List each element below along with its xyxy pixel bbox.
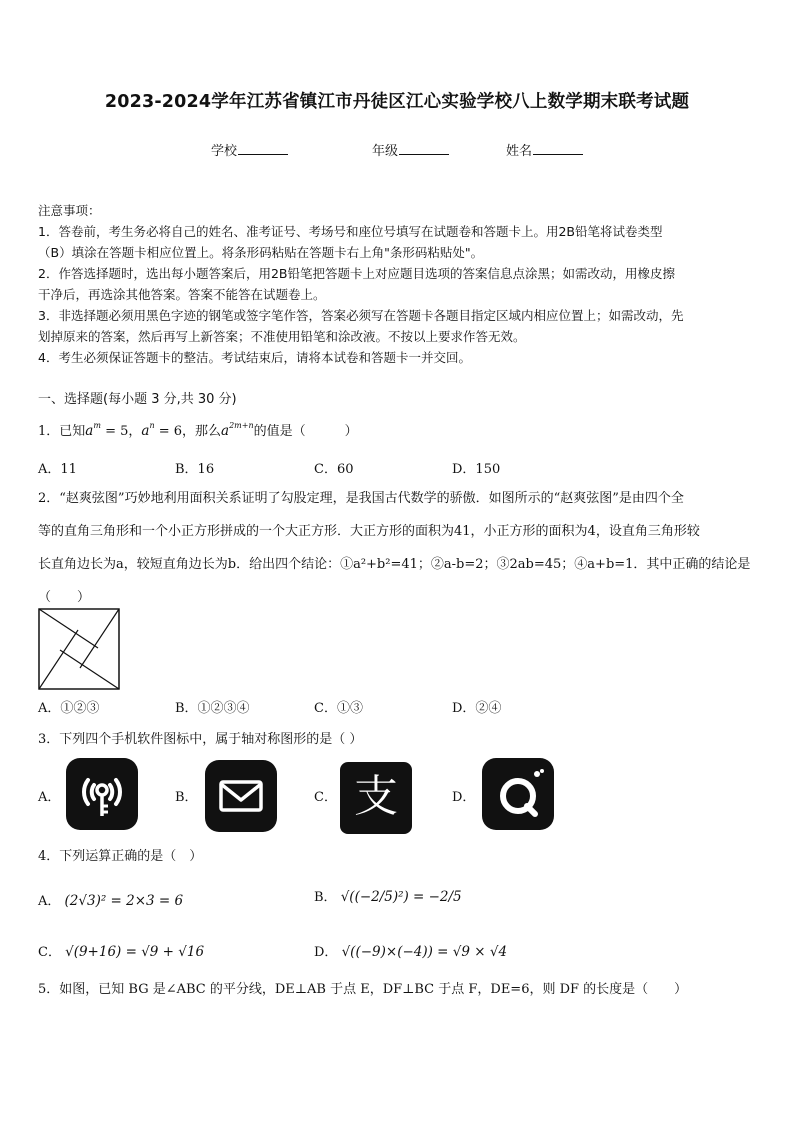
notice-line: 2．作答选择题时，选出每小题答案后，用2B铅笔把答题卡上对应题目选项的答案信息点涂黑；如需改动，用橡皮擦: [38, 266, 675, 281]
q4-option-b[interactable]: [314, 886, 462, 905]
grade-blank[interactable]: [399, 143, 449, 155]
question-2: [38, 482, 760, 614]
alipay-char: 支: [354, 771, 398, 822]
q1-option-a[interactable]: A．11: [38, 462, 77, 477]
section-heading: 一、选择题(每小题 3 分,共 30 分): [38, 392, 237, 407]
name-blank[interactable]: [533, 143, 583, 155]
q2-option-c[interactable]: C．①③: [314, 701, 363, 716]
q4-a-label: A．: [38, 894, 61, 909]
notice-line: 划掉原来的答案，然后再写上新答案；不准使用铅笔和涂改液。不按以上要求作答无效。: [38, 329, 526, 344]
notice-line: 1．答卷前，考生务必将自己的姓名、准考证号、考场号和座位号填写在试题卷和答题卡上。用2B铅笔将试卷类型: [38, 224, 663, 239]
question-5: 5．如图，已知 BG 是∠ABC 的平分线，DE⊥AB 于点 E，DF⊥BC 于点 F，DE=6，则 DF 的长度是（ ）: [38, 982, 688, 997]
q4-d-expr: √((−9)×(−4)) = √9 × √4: [341, 944, 508, 960]
question-1: 1．已知$a^m = 5$，$a^n = 6$，那么$a^{2m+n}$的值是（ ）: [38, 421, 358, 439]
q4-a-expr: (2√3)² = 2×3 = 6: [64, 893, 184, 909]
q4-option-a[interactable]: [38, 890, 183, 909]
zhaoshuang-diagram: [38, 608, 120, 690]
q2-option-b[interactable]: B．①②③④: [175, 701, 250, 716]
grade-label: 年级: [372, 144, 399, 159]
q3-option-b-label[interactable]: B．: [175, 790, 198, 805]
q1-prefix: 1．已知: [38, 424, 86, 439]
page-title: 2023-2024学年江苏省镇江市丹徒区江心实验学校八上数学期末联考试题: [104, 92, 690, 112]
notice-line: 干净后，再选涂其他答案。答案不能答在试题卷上。: [38, 287, 326, 302]
q4-d-label: D．: [314, 945, 338, 960]
q1-option-d[interactable]: D．150: [452, 462, 501, 477]
notice-line: （B）填涂在答题卡相应位置上。将条形码粘贴在答题卡右上角"条形码粘贴处"。: [38, 245, 484, 260]
notice-line: 4．考生必须保证答题卡的整洁。考试结束后，请将本试卷和答题卡一并交回。: [38, 350, 471, 365]
question-3: 3．下列四个手机软件图标中，属于轴对称图形的是（ ）: [38, 732, 363, 747]
q4-b-label: B．: [314, 890, 337, 905]
q2-line: 长直角边长为a，较短直角边长为b．给出四个结论：①a²+b²=41；②a-b=2；③2ab=45；④a+b=1．其中正确的结论是: [38, 557, 751, 572]
q3-option-a-label[interactable]: A．: [38, 790, 61, 805]
q4-option-c[interactable]: [38, 941, 204, 960]
q1-option-c[interactable]: C．60: [314, 462, 354, 477]
q2-line: 等的直角三角形和一个小正方形拼成的一个大正方形．大正方形的面积为41，小正方形的面积为4，设直角三角形较: [38, 524, 700, 539]
q4-option-d[interactable]: [314, 941, 507, 960]
q3-option-d-label[interactable]: D．: [452, 790, 476, 805]
question-4: 4．下列运算正确的是（ ）: [38, 849, 203, 864]
q3-option-c-label[interactable]: C．: [314, 790, 337, 805]
search-q-icon[interactable]: [482, 758, 554, 830]
name-label: 姓名: [506, 144, 533, 159]
school-field: [211, 140, 288, 159]
q2-line: 2．“赵爽弦图”巧妙地利用面积关系证明了勾股定理，是我国古代数学的骄傲．如图所示的“赵爽弦图”是由四个全: [38, 491, 684, 506]
q1-option-b[interactable]: B．16: [175, 462, 215, 477]
q4-b-expr-left: √((−2/5)²): [340, 889, 409, 905]
alipay-icon[interactable]: [340, 762, 412, 834]
q2-option-a[interactable]: A．①②③: [38, 701, 100, 716]
notice-block: [38, 200, 758, 368]
name-field: [506, 140, 583, 159]
q4-b-expr-right: = −2/5: [412, 889, 462, 905]
q2-line: （ ）: [38, 590, 91, 605]
grade-field: [372, 140, 449, 159]
mail-icon[interactable]: [205, 760, 277, 832]
q2-option-d[interactable]: D．②④: [452, 701, 502, 716]
q4-c-label: C．: [38, 945, 61, 960]
school-blank[interactable]: [238, 143, 288, 155]
school-label: 学校: [211, 144, 238, 159]
notice-line: 3．非选择题必须用黑色字迹的钢笔或签字笔作答，答案必须写在答题卡各题目指定区域内相应位置上；如需改动，先: [38, 308, 684, 323]
notice-heading: 注意事项：: [38, 203, 101, 218]
q4-c-expr: √(9+16) = √9 + √16: [65, 944, 205, 960]
wifi-key-icon[interactable]: [66, 758, 138, 830]
